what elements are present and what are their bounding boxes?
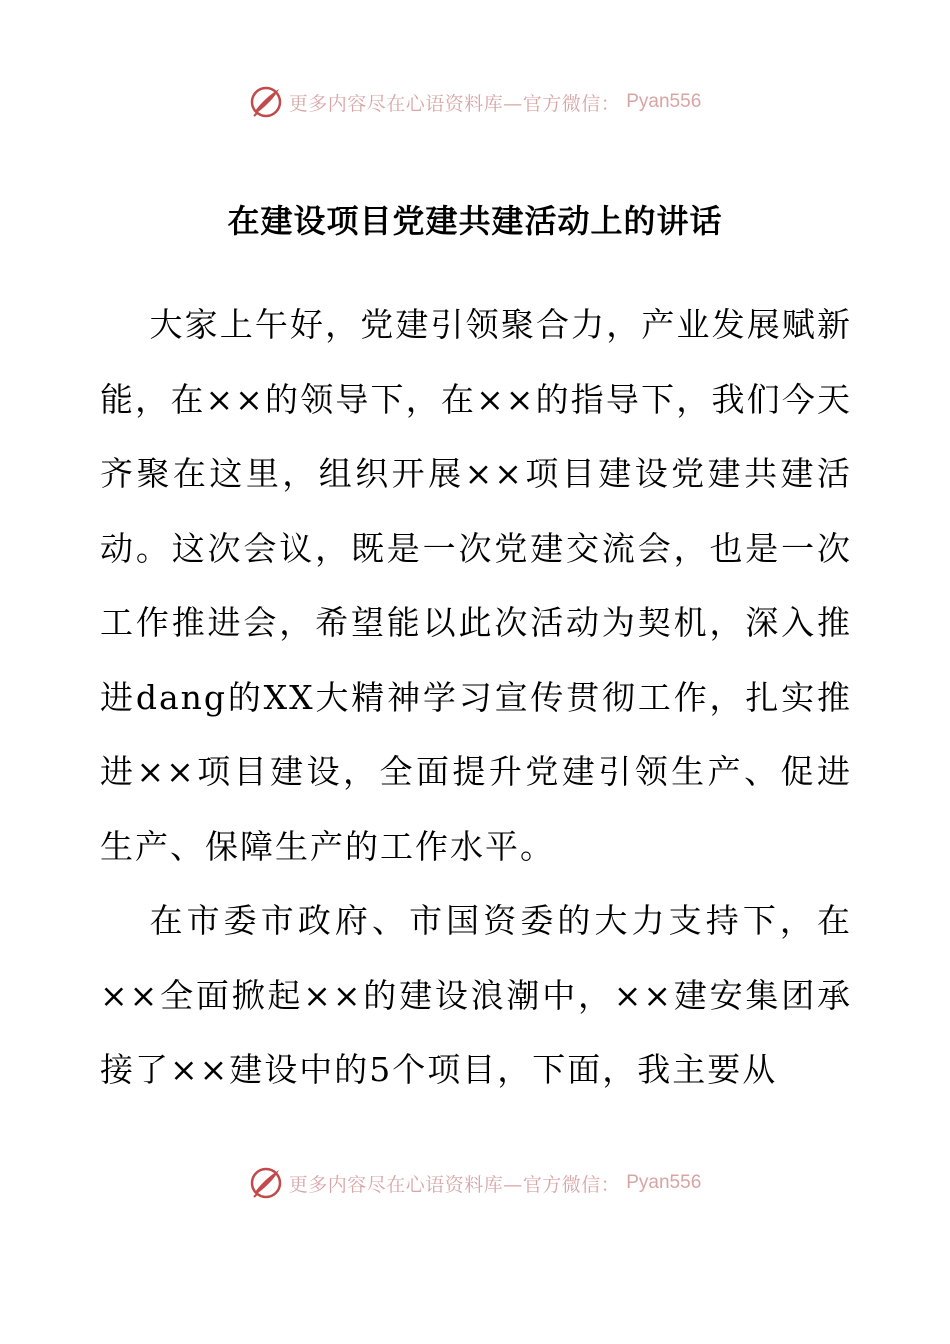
paragraph: 在市委市政府、市国资委的大力支持下，在××全面掀起××的建设浪潮中，××建安集团承接了××建设中的5个项目，下面，我主要从 bbox=[100, 901, 852, 1089]
quill-pen-logo-icon bbox=[249, 1166, 283, 1200]
quill-pen-logo-icon bbox=[249, 85, 283, 119]
watermark-id: Pyan556 bbox=[626, 1172, 702, 1193]
watermark-text: 更多内容尽在心语资料库—官方微信： bbox=[288, 1173, 621, 1196]
watermark-header bbox=[0, 82, 950, 122]
watermark-footer bbox=[0, 1163, 950, 1203]
watermark-id: Pyan556 bbox=[626, 91, 702, 112]
paragraph: 大家上午好，党建引领聚合力，产业发展赋新能，在××的领导下，在××的指导下，我们今天齐聚在这里，组织开展××项目建设党建共建活动。这次会议，既是一次党建交流会，也是一次工作推进会，希望能以此次活动为契机，深入推进dang的XX大精神学习宣传贯彻工作，扎实推进××项目建设，全面提升党建引领生产、促进生产、保障生产的工作水平。 bbox=[100, 305, 852, 866]
watermark-text: 更多内容尽在心语资料库—官方微信： bbox=[288, 92, 621, 115]
document-body bbox=[100, 288, 852, 1108]
document-title: 在建设项目党建共建活动上的讲话 bbox=[227, 202, 723, 240]
